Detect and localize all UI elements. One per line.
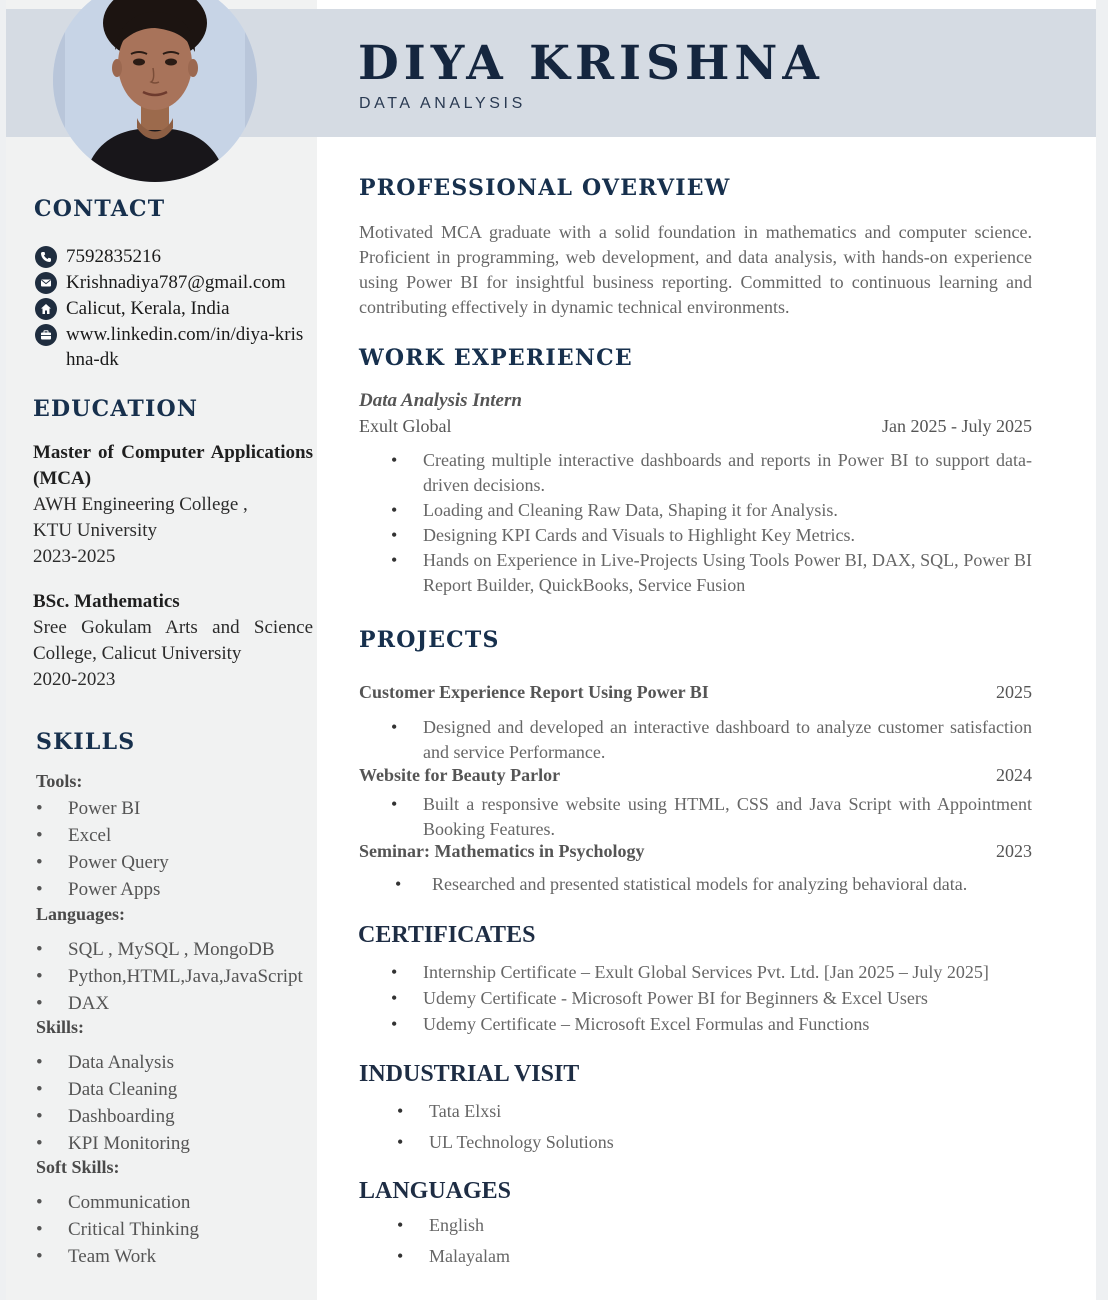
list-item: • English bbox=[397, 1215, 485, 1235]
list-item: • Udemy Certificate - Microsoft Power BI for Beginners & Excel Users bbox=[391, 988, 928, 1008]
list-item: • Power Query bbox=[36, 849, 169, 876]
candidate-name: DIYA KRISHNA bbox=[358, 36, 824, 91]
project-year: 2023 bbox=[996, 841, 1032, 861]
project-row bbox=[359, 841, 1032, 862]
project-title: Website for Beauty Parlor bbox=[359, 765, 561, 785]
contact-linkedin-text: www.linkedin.com/in/diya-krishna-dk bbox=[66, 324, 304, 370]
bullet-text: English bbox=[429, 1215, 485, 1235]
bullet-text: Designing KPI Cards and Visuals to Highlight Key Metrics. bbox=[423, 525, 856, 545]
project-year: 2024 bbox=[996, 765, 1032, 785]
job-company: Exult Global bbox=[359, 416, 452, 436]
list-item: • Creating multiple interactive dashboards and reports in Power BI to support data-driven decisions. bbox=[391, 450, 1032, 495]
skills-group-label: Tools: bbox=[36, 771, 83, 791]
bullet-text: Tata Elxsi bbox=[429, 1101, 502, 1121]
skills-tools-list bbox=[36, 795, 169, 903]
bullet-text: Designed and developed an interactive dashboard to analyze customer satisfaction and service Performance. bbox=[423, 717, 1032, 762]
bullet-text: Loading and Cleaning Raw Data, Shaping it for Analysis. bbox=[423, 500, 838, 520]
skills-skills-list bbox=[36, 1049, 190, 1157]
list-item: • KPI Monitoring bbox=[36, 1130, 190, 1157]
bullet-text: Hands on Experience in Live-Projects Using Tools Power BI, DAX, SQL, Power BI Report Builder, QuickBooks, Service Fusion bbox=[423, 550, 1032, 595]
education-entry-bsc bbox=[33, 589, 313, 693]
list-item: • Hands on Experience in Live-Projects Using Tools Power BI, DAX, SQL, Power BI Report Builder, QuickBooks, Service Fusion bbox=[391, 550, 1032, 595]
education-degree: Master of Computer Applications (MCA) bbox=[33, 442, 313, 489]
project-bullets bbox=[395, 872, 1032, 897]
education-heading: EDUCATION bbox=[33, 396, 199, 422]
project-bullets bbox=[391, 792, 1032, 842]
education-years: 2020-2023 bbox=[33, 669, 116, 690]
briefcase-icon bbox=[35, 324, 57, 346]
education-college: AWH Engineering College , bbox=[33, 494, 248, 515]
industrial-visit-list bbox=[397, 1096, 829, 1158]
list-item: • Malayalam bbox=[397, 1246, 510, 1266]
skills-group-label: Soft Skills: bbox=[36, 1157, 120, 1177]
education-years: 2023-2025 bbox=[33, 546, 116, 567]
languages-heading: LANGUAGES bbox=[359, 1178, 512, 1204]
industrial-visit-heading: INDUSTRIAL VISIT bbox=[359, 1061, 580, 1087]
list-item: • Loading and Cleaning Raw Data, Shaping it for Analysis. bbox=[391, 500, 838, 520]
project-row bbox=[359, 682, 1032, 703]
list-item: • Internship Certificate – Exult Global Services Pvt. Ltd. [Jan 2025 – July 2025] bbox=[391, 962, 989, 982]
bullet-text: Built a responsive website using HTML, CSS and Java Script with Appointment Booking Features. bbox=[423, 794, 1032, 839]
education-university: KTU University bbox=[33, 520, 158, 541]
overview-heading: PROFESSIONAL OVERVIEW bbox=[359, 175, 731, 201]
work-heading: WORK EXPERIENCE bbox=[359, 345, 633, 371]
list-item: • Dashboarding bbox=[36, 1103, 190, 1130]
certificates-list bbox=[391, 959, 1043, 1037]
list-item: • SQL , MySQL , MongoDB bbox=[36, 936, 303, 963]
home-icon bbox=[35, 298, 57, 320]
project-bullets bbox=[391, 715, 1032, 765]
bullet-text: Malayalam bbox=[429, 1246, 510, 1266]
project-title: Customer Experience Report Using Power BI bbox=[359, 682, 709, 702]
job-meta-row bbox=[359, 416, 1032, 437]
project-row bbox=[359, 765, 1032, 786]
list-item: • Power BI bbox=[36, 795, 169, 822]
contact-phone bbox=[35, 244, 161, 269]
list-item: • Built a responsive website using HTML, CSS and Java Script with Appointment Booking Features. bbox=[391, 794, 1032, 839]
bullet-text: Udemy Certificate – Microsoft Excel Formulas and Functions bbox=[423, 1014, 870, 1034]
skills-soft-list bbox=[36, 1189, 199, 1270]
contact-heading: CONTACT bbox=[34, 196, 166, 222]
skills-group-label: Skills: bbox=[36, 1017, 85, 1037]
project-title: Seminar: Mathematics in Psychology bbox=[359, 841, 645, 861]
bullet-text: UL Technology Solutions bbox=[429, 1132, 614, 1152]
phone-icon bbox=[35, 246, 57, 268]
list-item: • Tata Elxsi bbox=[397, 1101, 502, 1121]
list-item: • Power Apps bbox=[36, 876, 169, 903]
contact-phone-text: 7592835216 bbox=[66, 246, 161, 267]
list-item: • Designed and developed an interactive dashboard to analyze customer satisfaction and service Performance. bbox=[391, 717, 1032, 762]
work-bullets bbox=[391, 448, 1032, 598]
list-item: • Python,HTML,Java,JavaScript bbox=[36, 963, 303, 990]
job-dates: Jan 2025 - July 2025 bbox=[882, 416, 1032, 436]
contact-location bbox=[35, 296, 230, 321]
contact-email[interactable] bbox=[35, 270, 286, 295]
list-item: • Udemy Certificate – Microsoft Excel Formulas and Functions bbox=[391, 1014, 870, 1034]
email-icon bbox=[35, 272, 57, 294]
list-item: • Designing KPI Cards and Visuals to Highlight Key Metrics. bbox=[391, 525, 856, 545]
bullet-text: Researched and presented statistical models for analyzing behavioral data. bbox=[432, 874, 968, 894]
contact-linkedin[interactable] bbox=[35, 322, 305, 372]
page-edge-right bbox=[1096, 0, 1108, 1300]
list-item: • Team Work bbox=[36, 1243, 199, 1270]
skills-group-label: Languages: bbox=[36, 904, 126, 924]
list-item: • UL Technology Solutions bbox=[397, 1132, 614, 1152]
education-entry-mca bbox=[33, 440, 313, 570]
list-item: • Data Cleaning bbox=[36, 1076, 190, 1103]
list-item: • Excel bbox=[36, 822, 169, 849]
job-title: Data Analysis Intern bbox=[359, 390, 522, 411]
skills-heading: SKILLS bbox=[36, 729, 136, 755]
contact-location-text: Calicut, Kerala, India bbox=[66, 298, 230, 319]
list-item: • Researched and presented statistical models for analyzing behavioral data. bbox=[395, 874, 968, 894]
bullet-text: Creating multiple interactive dashboards and reports in Power BI to support data-driven decisions. bbox=[423, 450, 1032, 495]
skills-languages-list bbox=[36, 936, 303, 1017]
contact-email-text: Krishnadiya787@gmail.com bbox=[66, 272, 286, 293]
list-item: • Data Analysis bbox=[36, 1049, 190, 1076]
projects-heading: PROJECTS bbox=[359, 627, 500, 653]
certificates-heading: CERTIFICATES bbox=[358, 922, 536, 948]
list-item: • Critical Thinking bbox=[36, 1216, 199, 1243]
education-degree: BSc. Mathematics bbox=[33, 591, 180, 612]
project-year: 2025 bbox=[996, 682, 1032, 702]
bullet-text: Udemy Certificate - Microsoft Power BI for Beginners & Excel Users bbox=[423, 988, 928, 1008]
list-item: • Communication bbox=[36, 1189, 199, 1216]
candidate-role: DATA ANALYSIS bbox=[359, 95, 526, 112]
education-college: Sree Gokulam Arts and Science College, Calicut University bbox=[33, 617, 313, 664]
bullet-text: Internship Certificate – Exult Global Services Pvt. Ltd. [Jan 2025 – July 2025] bbox=[423, 962, 989, 982]
languages-list bbox=[397, 1210, 829, 1272]
list-item: • DAX bbox=[36, 990, 303, 1017]
overview-text: Motivated MCA graduate with a solid foundation in mathematics and computer science. Proficient in programming, web development, and data analysis, with hands-on experience using Power BI for insightful business reporting. Committed to continuous learning and contributing effectively in dynamic technical environments. bbox=[359, 222, 1032, 317]
